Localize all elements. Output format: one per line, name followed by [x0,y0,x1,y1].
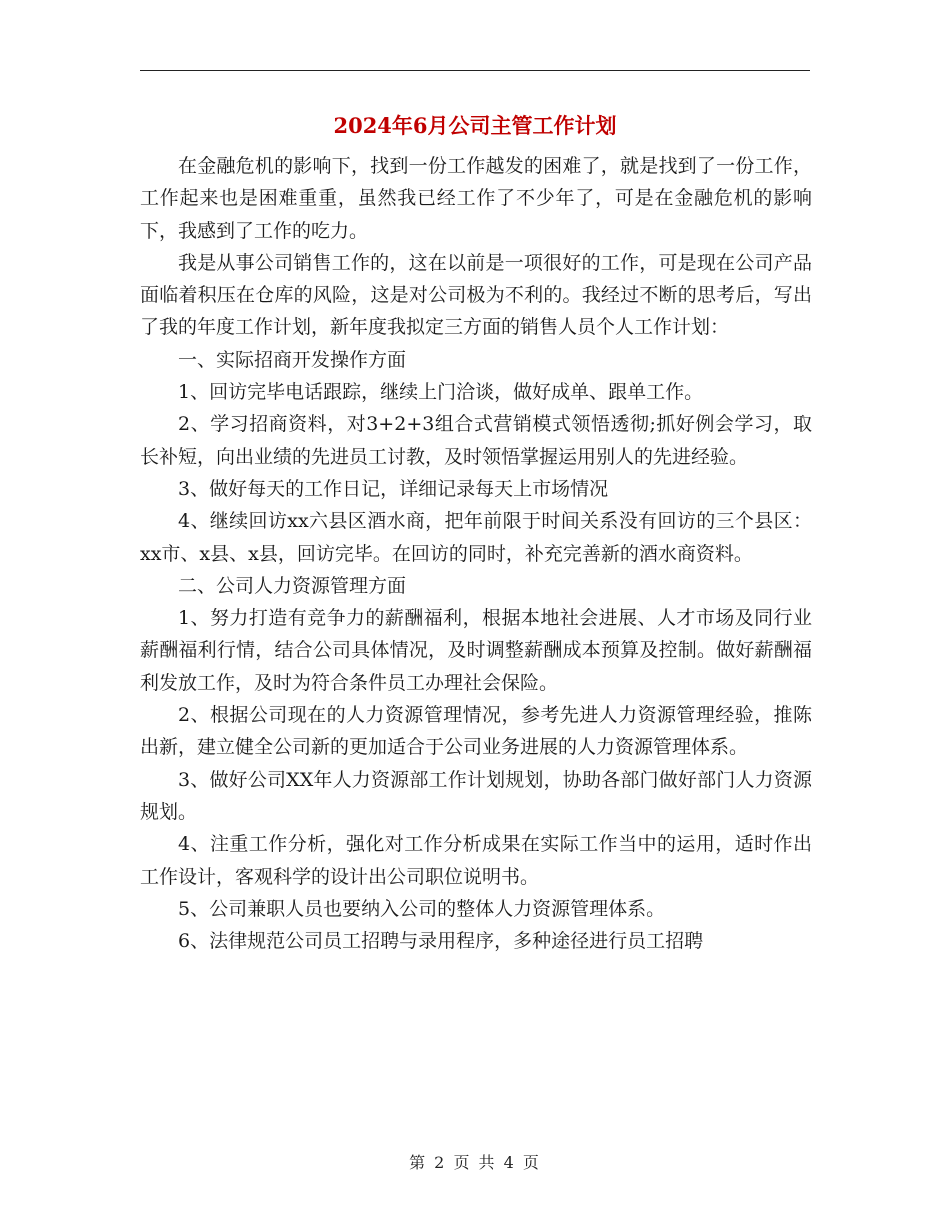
document-body [140,150,812,957]
header-rule [140,70,810,71]
document-title: 2024年6月公司主管工作计划 [333,113,617,138]
list-item: 3、做好每天的工作日记，详细记录每天上市场情况 [178,477,609,500]
paragraph: 我是从事公司销售工作的，这在以前是一项很好的工作，可是现在公司产品面临着积压在仓库的风险，这是对公司极为不利的。我经过不断的思考后，写出了我的年度工作计划，新年度我拟定三方面的销售人员个人工作计划： [140,251,812,339]
list-item: 5、公司兼职人员也要纳入公司的整体人力资源管理体系。 [178,897,666,920]
paragraph: 在金融危机的影响下，找到一份工作越发的困难了，就是找到了一份工作，工作起来也是困难重重，虽然我已经工作了不少年了，可是在金融危机的影响下，我感到了工作的吃力。 [140,155,812,242]
section-heading: 一、实际招商开发操作方面 [178,348,407,371]
list-item: 1、回访完毕电话跟踪，继续上门洽谈，做好成单、跟单工作。 [178,381,704,404]
list-item: 2、学习招商资料，对3+2+3组合式营销模式领悟透彻;抓好例会学习，取长补短，向出业绩的先进员工讨教，及时领悟掌握运用别人的先进经验。 [140,413,812,468]
list-item: 2、根据公司现在的人力资源管理情况，参考先进人力资源管理经验，推陈出新，建立健全公司新的更加适合于公司业务进展的人力资源管理体系。 [140,704,812,759]
list-item: 4、注重工作分析，强化对工作分析成果在实际工作当中的运用，适时作出工作设计，客观科学的设计出公司职位说明书。 [140,833,812,888]
section-heading: 二、公司人力资源管理方面 [178,574,407,597]
list-item: 1、努力打造有竞争力的薪酬福利，根据本地社会进展、人才市场及同行业薪酬福利行情，结合公司具体情况，及时调整薪酬成本预算及控制。做好薪酬福利发放工作，及时为符合条件员工办理社会保险。 [140,607,812,694]
list-item: 4、继续回访xx六县区酒水商，把年前限于时间关系没有回访的三个县区：xx市、x县、x县，回访完毕。在回访的同时，补充完善新的酒水商资料。 [140,510,812,565]
list-item: 6、法律规范公司员工招聘与录用程序，多种途径进行员工招聘 [178,930,704,953]
page-number-footer: 第 2 页 共 4 页 [409,1153,541,1172]
list-item: 3、做好公司XX年人力资源部工作计划规划，协助各部门做好部门人力资源规划。 [140,768,812,823]
